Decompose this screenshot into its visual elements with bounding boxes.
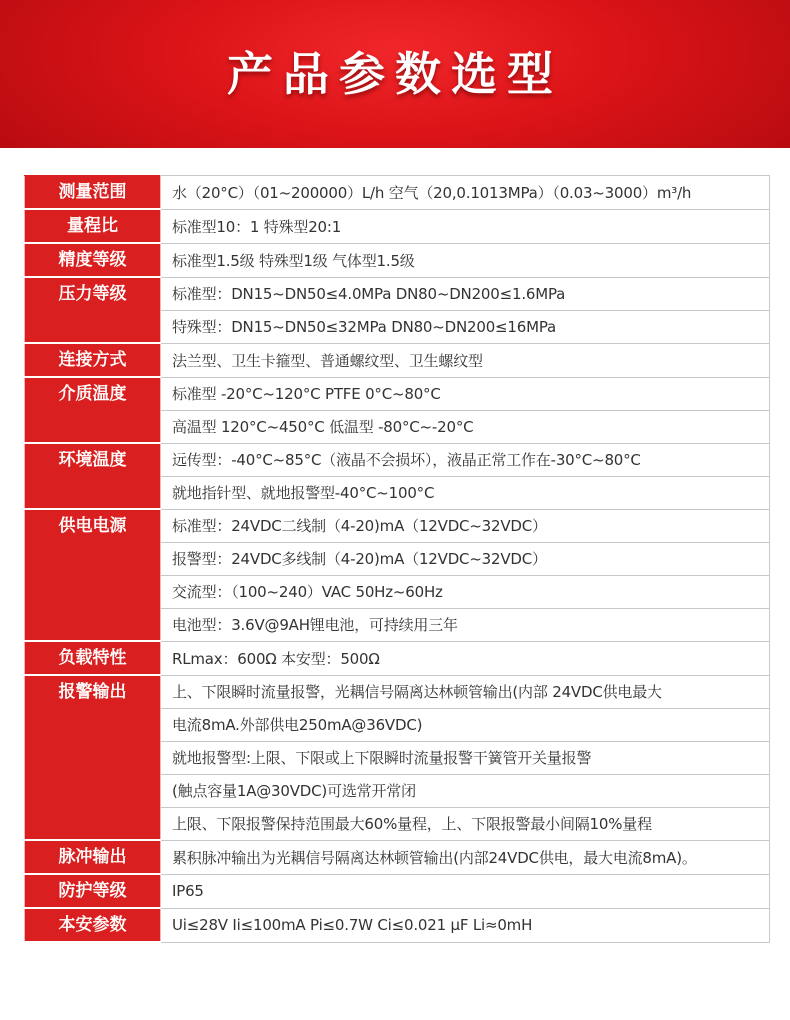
- spec-label-text: 脉冲输出: [58, 847, 127, 867]
- spec-table-body: [25, 176, 770, 943]
- spec-value: 标准型10：1 特殊型20:1: [161, 209, 770, 243]
- spec-value: 电池型：3.6V@9AH锂电池，可持续用三年: [161, 608, 770, 641]
- spec-label: [25, 343, 161, 377]
- spec-label-text: 测量范围: [58, 182, 127, 202]
- page-title: 产品参数选型: [227, 47, 563, 101]
- spec-label: [25, 641, 161, 675]
- spec-label-text: 防护等级: [58, 881, 127, 901]
- spec-row: [25, 377, 770, 410]
- spec-value: 累积脉冲输出为光耦信号隔离达林顿管输出(内部24VDC供电，最大电流8mA)。: [161, 840, 770, 874]
- spec-table: [24, 175, 770, 943]
- spec-value: IP65: [161, 874, 770, 908]
- spec-value: 标准型：DN15~DN50≤4.0MPa DN80~DN200≤1.6MPa: [161, 277, 770, 310]
- spec-row: [25, 509, 770, 542]
- spec-value: 就地指针型、就地报警型-40°C~100°C: [161, 476, 770, 509]
- spec-value: 上限、下限报警保持范围最大60%量程，上、下限报警最小间隔10%量程: [161, 807, 770, 840]
- spec-label-text: 连接方式: [58, 350, 127, 370]
- spec-label: [25, 377, 161, 443]
- spec-value: Ui≤28V Ii≤100mA Pi≤0.7W Ci≤0.021 μF Li≈0mH: [161, 908, 770, 942]
- spec-value: 水（20°C）（01~200000）L/h 空气（20,0.1013MPa）（0.03~3000）m³/h: [161, 176, 770, 210]
- spec-value: 远传型：-40°C~85°C（液晶不会损坏），液晶正常工作在-30°C~80°C: [161, 443, 770, 476]
- title-banner: [0, 0, 790, 148]
- spec-label: [25, 675, 161, 840]
- spec-row: [25, 277, 770, 310]
- spec-row: [25, 443, 770, 476]
- spec-label: [25, 874, 161, 908]
- spec-label: [25, 176, 161, 210]
- spec-label-text: 供电电源: [58, 516, 127, 536]
- spec-value: 特殊型：DN15~DN50≤32MPa DN80~DN200≤16MPa: [161, 310, 770, 343]
- spec-value: 电流8mA.外部供电250mA@36VDC): [161, 708, 770, 741]
- spec-row: [25, 874, 770, 908]
- spec-label: [25, 277, 161, 343]
- spec-value: 标准型：24VDC二线制（4-20)mA（12VDC~32VDC）: [161, 509, 770, 542]
- spec-label: [25, 840, 161, 874]
- spec-label: [25, 509, 161, 641]
- spec-label: [25, 443, 161, 509]
- spec-value: 标准型1.5级 特殊型1级 气体型1.5级: [161, 243, 770, 277]
- spec-row: [25, 641, 770, 675]
- spec-row: [25, 209, 770, 243]
- spec-row: [25, 343, 770, 377]
- spec-row: [25, 176, 770, 210]
- spec-label-text: 本安参数: [58, 915, 127, 935]
- spec-value: 交流型：（100~240）VAC 50Hz~60Hz: [161, 575, 770, 608]
- spec-row: [25, 840, 770, 874]
- spec-value: RLmax：600Ω 本安型：500Ω: [161, 641, 770, 675]
- spec-value: 上、下限瞬时流量报警，光耦信号隔离达林顿管输出(内部 24VDC供电最大: [161, 675, 770, 708]
- spec-label-text: 量程比: [67, 216, 118, 236]
- spec-value: 法兰型、卫生卡箍型、普通螺纹型、卫生螺纹型: [161, 343, 770, 377]
- spec-value: 高温型 120°C~450°C 低温型 -80°C~-20°C: [161, 410, 770, 443]
- spec-value: 报警型：24VDC多线制（4-20)mA（12VDC~32VDC）: [161, 542, 770, 575]
- spec-label-text: 环境温度: [58, 450, 127, 470]
- spec-value: 就地报警型:上限、下限或上下限瞬时流量报警干簧管开关量报警: [161, 741, 770, 774]
- spec-row: [25, 675, 770, 708]
- spec-label-text: 介质温度: [58, 384, 127, 404]
- spec-label-text: 压力等级: [58, 284, 127, 304]
- spec-value: (触点容量1A@30VDC)可选常开常闭: [161, 774, 770, 807]
- spec-label: [25, 908, 161, 942]
- spec-label: [25, 209, 161, 243]
- spec-label-text: 精度等级: [58, 250, 127, 270]
- spec-row: [25, 243, 770, 277]
- spec-label-text: 负载特性: [58, 648, 127, 668]
- spec-row: [25, 908, 770, 942]
- spec-label: [25, 243, 161, 277]
- spec-label-text: 报警输出: [58, 682, 127, 702]
- spec-value: 标准型 -20°C~120°C PTFE 0°C~80°C: [161, 377, 770, 410]
